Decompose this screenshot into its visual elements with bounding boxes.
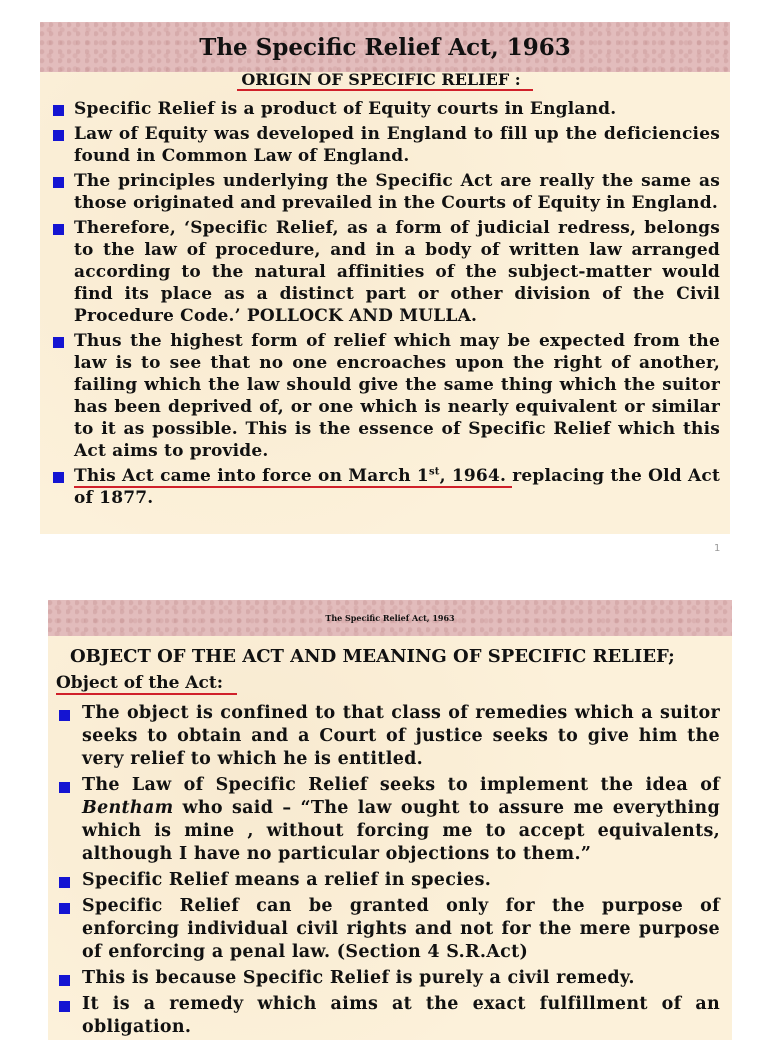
bullet-text: Therefore, ‘Specific Relief, as a form of judicial redress, belongs to the law of procedure, and in a body of written law arranged according to the natural affinities of the subject-matter would find its place as a distinct part or other division of the Civil Procedure Code.’ POLLOCK AND MULLA. [74, 218, 720, 326]
bullet-item [48, 993, 720, 1039]
blue-square-bullet-icon [53, 472, 64, 483]
date-part-1: This Act came into force on March 1 [74, 466, 429, 486]
bullet-text: Specific Relief means a relief in species. [82, 870, 492, 890]
bullet-item [40, 170, 720, 214]
blue-square-bullet-icon [59, 710, 70, 721]
slide-subtitle [40, 70, 730, 89]
bullet-text: Specific Relief can be granted only for the purpose of enforcing individual civil rights and not for the mere purpose of enforcing a penal law. (Section 4 S.R.Act) [82, 896, 720, 962]
bullet-text-part-1: The Law of Specific Relief seeks to implement the idea of [82, 775, 720, 795]
blue-square-bullet-icon [59, 975, 70, 986]
blue-square-bullet-icon [53, 177, 64, 188]
blue-square-bullet-icon [53, 130, 64, 141]
slide-title-small: The Specific Relief Act, 1963 [325, 613, 455, 623]
page-number: 1 [714, 543, 721, 554]
bullet-list [48, 702, 720, 1040]
blue-square-bullet-icon [59, 1001, 70, 1012]
bullet-item [48, 895, 720, 964]
subheading-text: Object of the Act: [56, 673, 237, 695]
bentham-name: Bentham [82, 798, 174, 818]
bullet-item [40, 465, 720, 509]
date-part-2: , 1964. [439, 466, 513, 486]
blue-square-bullet-icon [59, 903, 70, 914]
bullet-item [40, 98, 720, 120]
blue-square-bullet-icon [53, 224, 64, 235]
bullet-item [40, 123, 720, 167]
bullet-item [48, 774, 720, 866]
bullet-item [40, 217, 720, 327]
slide-2 [48, 600, 732, 1040]
blue-square-bullet-icon [59, 782, 70, 793]
bullet-text: It is a remedy which aims at the exact fulfillment of an obligation. [82, 994, 720, 1037]
bullet-text: The principles underlying the Specific Act are really the same as those originated and prevailed in the Courts of Equity in England. [74, 171, 720, 213]
bullet-text: Law of Equity was developed in England to fill up the deficiencies found in Common Law of England. [74, 124, 720, 166]
underlined-date-text [74, 466, 512, 488]
bullet-item [48, 702, 720, 771]
bullet-text: This is because Specific Relief is purely a civil remedy. [82, 968, 635, 988]
slide-1 [40, 22, 730, 534]
bullet-item [40, 330, 720, 462]
bullet-text: Thus the highest form of relief which may be expected from the law is to see that no one encroaches upon the right of another, failing which the law should give the same thing which the suitor has been deprived of, or one which is nearly equivalent or similar to it as possible. This is the essence of Specific Relief which this Act aims to provide. [74, 331, 720, 461]
bullet-text-part-2: who said – “The law ought to assure me everything which is mine , without forcing me to accept equivalents, although I have no particular objections to them.” [82, 798, 720, 864]
bullet-text: Specific Relief is a product of Equity courts in England. [74, 99, 617, 119]
subtitle-text: ORIGIN OF SPECIFIC RELIEF : [237, 70, 532, 91]
blue-square-bullet-icon [59, 877, 70, 888]
section-subheading [56, 673, 237, 693]
slide-title: The Specific Relief Act, 1963 [199, 34, 571, 61]
section-heading: OBJECT OF THE ACT AND MEANING OF SPECIFIC RELIEF; [70, 646, 675, 667]
slide-title-banner [48, 600, 732, 636]
bullet-text: The object is confined to that class of remedies which a suitor seeks to obtain and a Court of justice seeks to give him the very relief to which he is entitled. [82, 703, 720, 769]
slide-title-banner [40, 22, 730, 72]
blue-square-bullet-icon [53, 105, 64, 116]
date-part-3: replacing the Old Act of 1877. [74, 466, 720, 508]
bullet-item [48, 869, 720, 892]
bullet-item [48, 967, 720, 990]
ordinal-suffix: st [428, 466, 440, 478]
bullet-list [40, 98, 720, 512]
blue-square-bullet-icon [53, 337, 64, 348]
